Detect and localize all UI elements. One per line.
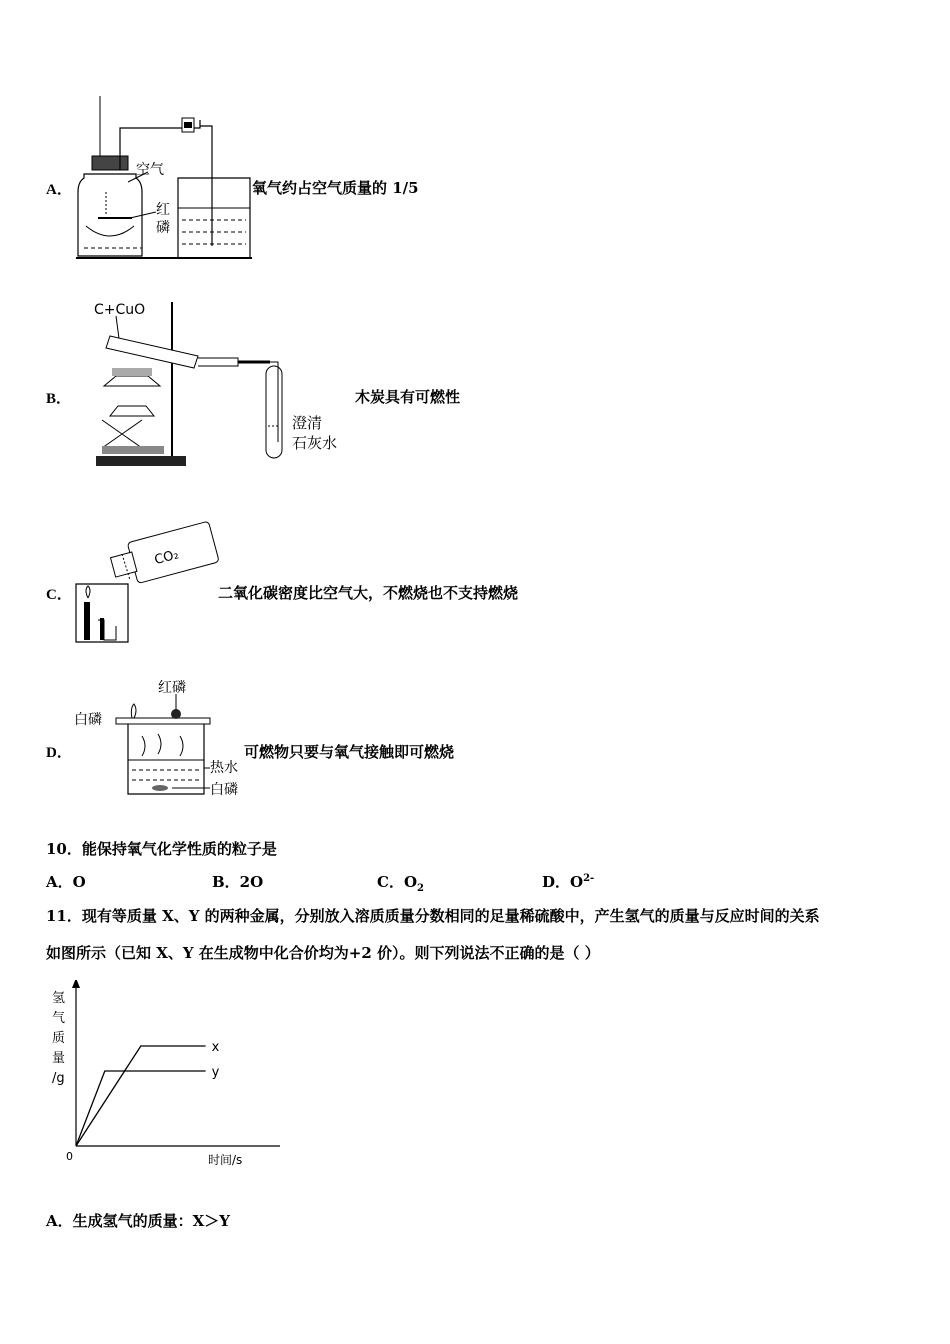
series-line-y xyxy=(76,1071,206,1146)
q11-answer-a: A．生成氢气的质量：X＞Y xyxy=(46,1212,230,1230)
y-axis-label xyxy=(52,991,65,1086)
label-limewater: 石灰水 xyxy=(292,434,338,452)
figure-d-apparatus xyxy=(72,676,252,806)
origin-label: 0 xyxy=(66,1150,73,1163)
label-red: 红 xyxy=(156,202,170,218)
y-axis-label-char: 质 xyxy=(52,1031,66,1046)
label-c-cuo: C+CuO xyxy=(94,302,146,318)
hydrogen-mass-chart xyxy=(40,980,280,1170)
label-co2: CO₂ xyxy=(152,547,181,569)
figure-b-apparatus xyxy=(88,296,358,476)
label-clear: 澄清 xyxy=(292,414,323,432)
y-axis-label-char: 量 xyxy=(52,1051,66,1066)
y-axis-label-char: 氢 xyxy=(52,991,66,1006)
option-a-letter: A． xyxy=(46,182,72,198)
option-d-letter: D． xyxy=(46,745,72,761)
question-11-line-1: 11．现有等质量 X、Y 的两种金属，分别放入溶质质量分数相同的足量稀硫酸中，产生氢气的质量与反应时间的关系 xyxy=(46,907,820,925)
x-axis-label: 时间/s xyxy=(208,1153,243,1167)
option-d-caption: 可燃物只要与氧气接触即可燃烧 xyxy=(244,743,455,761)
q10-choice-b: B．2O xyxy=(212,873,264,891)
series-label-y: y xyxy=(211,1065,220,1080)
question-10-stem: 10．能保持氧气化学性质的粒子是 xyxy=(46,840,277,858)
option-c-letter: C． xyxy=(46,587,72,603)
label-white-phosphorus-top: 白磷 xyxy=(74,712,102,728)
option-c-caption: 二氧化碳密度比空气大，不燃烧也不支持燃烧 xyxy=(218,584,519,602)
label-red-phosphorus: 红磷 xyxy=(158,680,186,696)
y-axis-label-char: 气 xyxy=(52,1011,66,1026)
option-b-letter: B． xyxy=(46,391,72,407)
q10-choice-c: C．$O_2$ xyxy=(377,873,424,894)
question-11-line-2: 如图所示（已知 X、Y 在生成物中化合价均为+2 价）。则下列说法不正确的是（ ） xyxy=(46,944,600,962)
figure-c-apparatus xyxy=(70,518,220,648)
label-phosphorus: 磷 xyxy=(156,220,170,236)
q10-choice-d: D．$O^{2-}$ xyxy=(542,873,595,891)
figure-a-apparatus xyxy=(70,96,260,266)
label-air: 空气 xyxy=(136,162,164,178)
option-b-caption: 木炭具有可燃性 xyxy=(355,388,461,406)
option-a-caption: 氧气约占空气质量的 1/5 xyxy=(252,179,419,197)
label-white-phosphorus-bottom: 白磷 xyxy=(210,782,238,798)
y-axis-label-char: /g xyxy=(52,1071,65,1086)
y-axis-arrow xyxy=(72,980,80,988)
label-hot-water: 热水 xyxy=(210,760,238,776)
series-label-x: x xyxy=(211,1040,220,1055)
q10-choice-a: A．O xyxy=(46,873,86,891)
